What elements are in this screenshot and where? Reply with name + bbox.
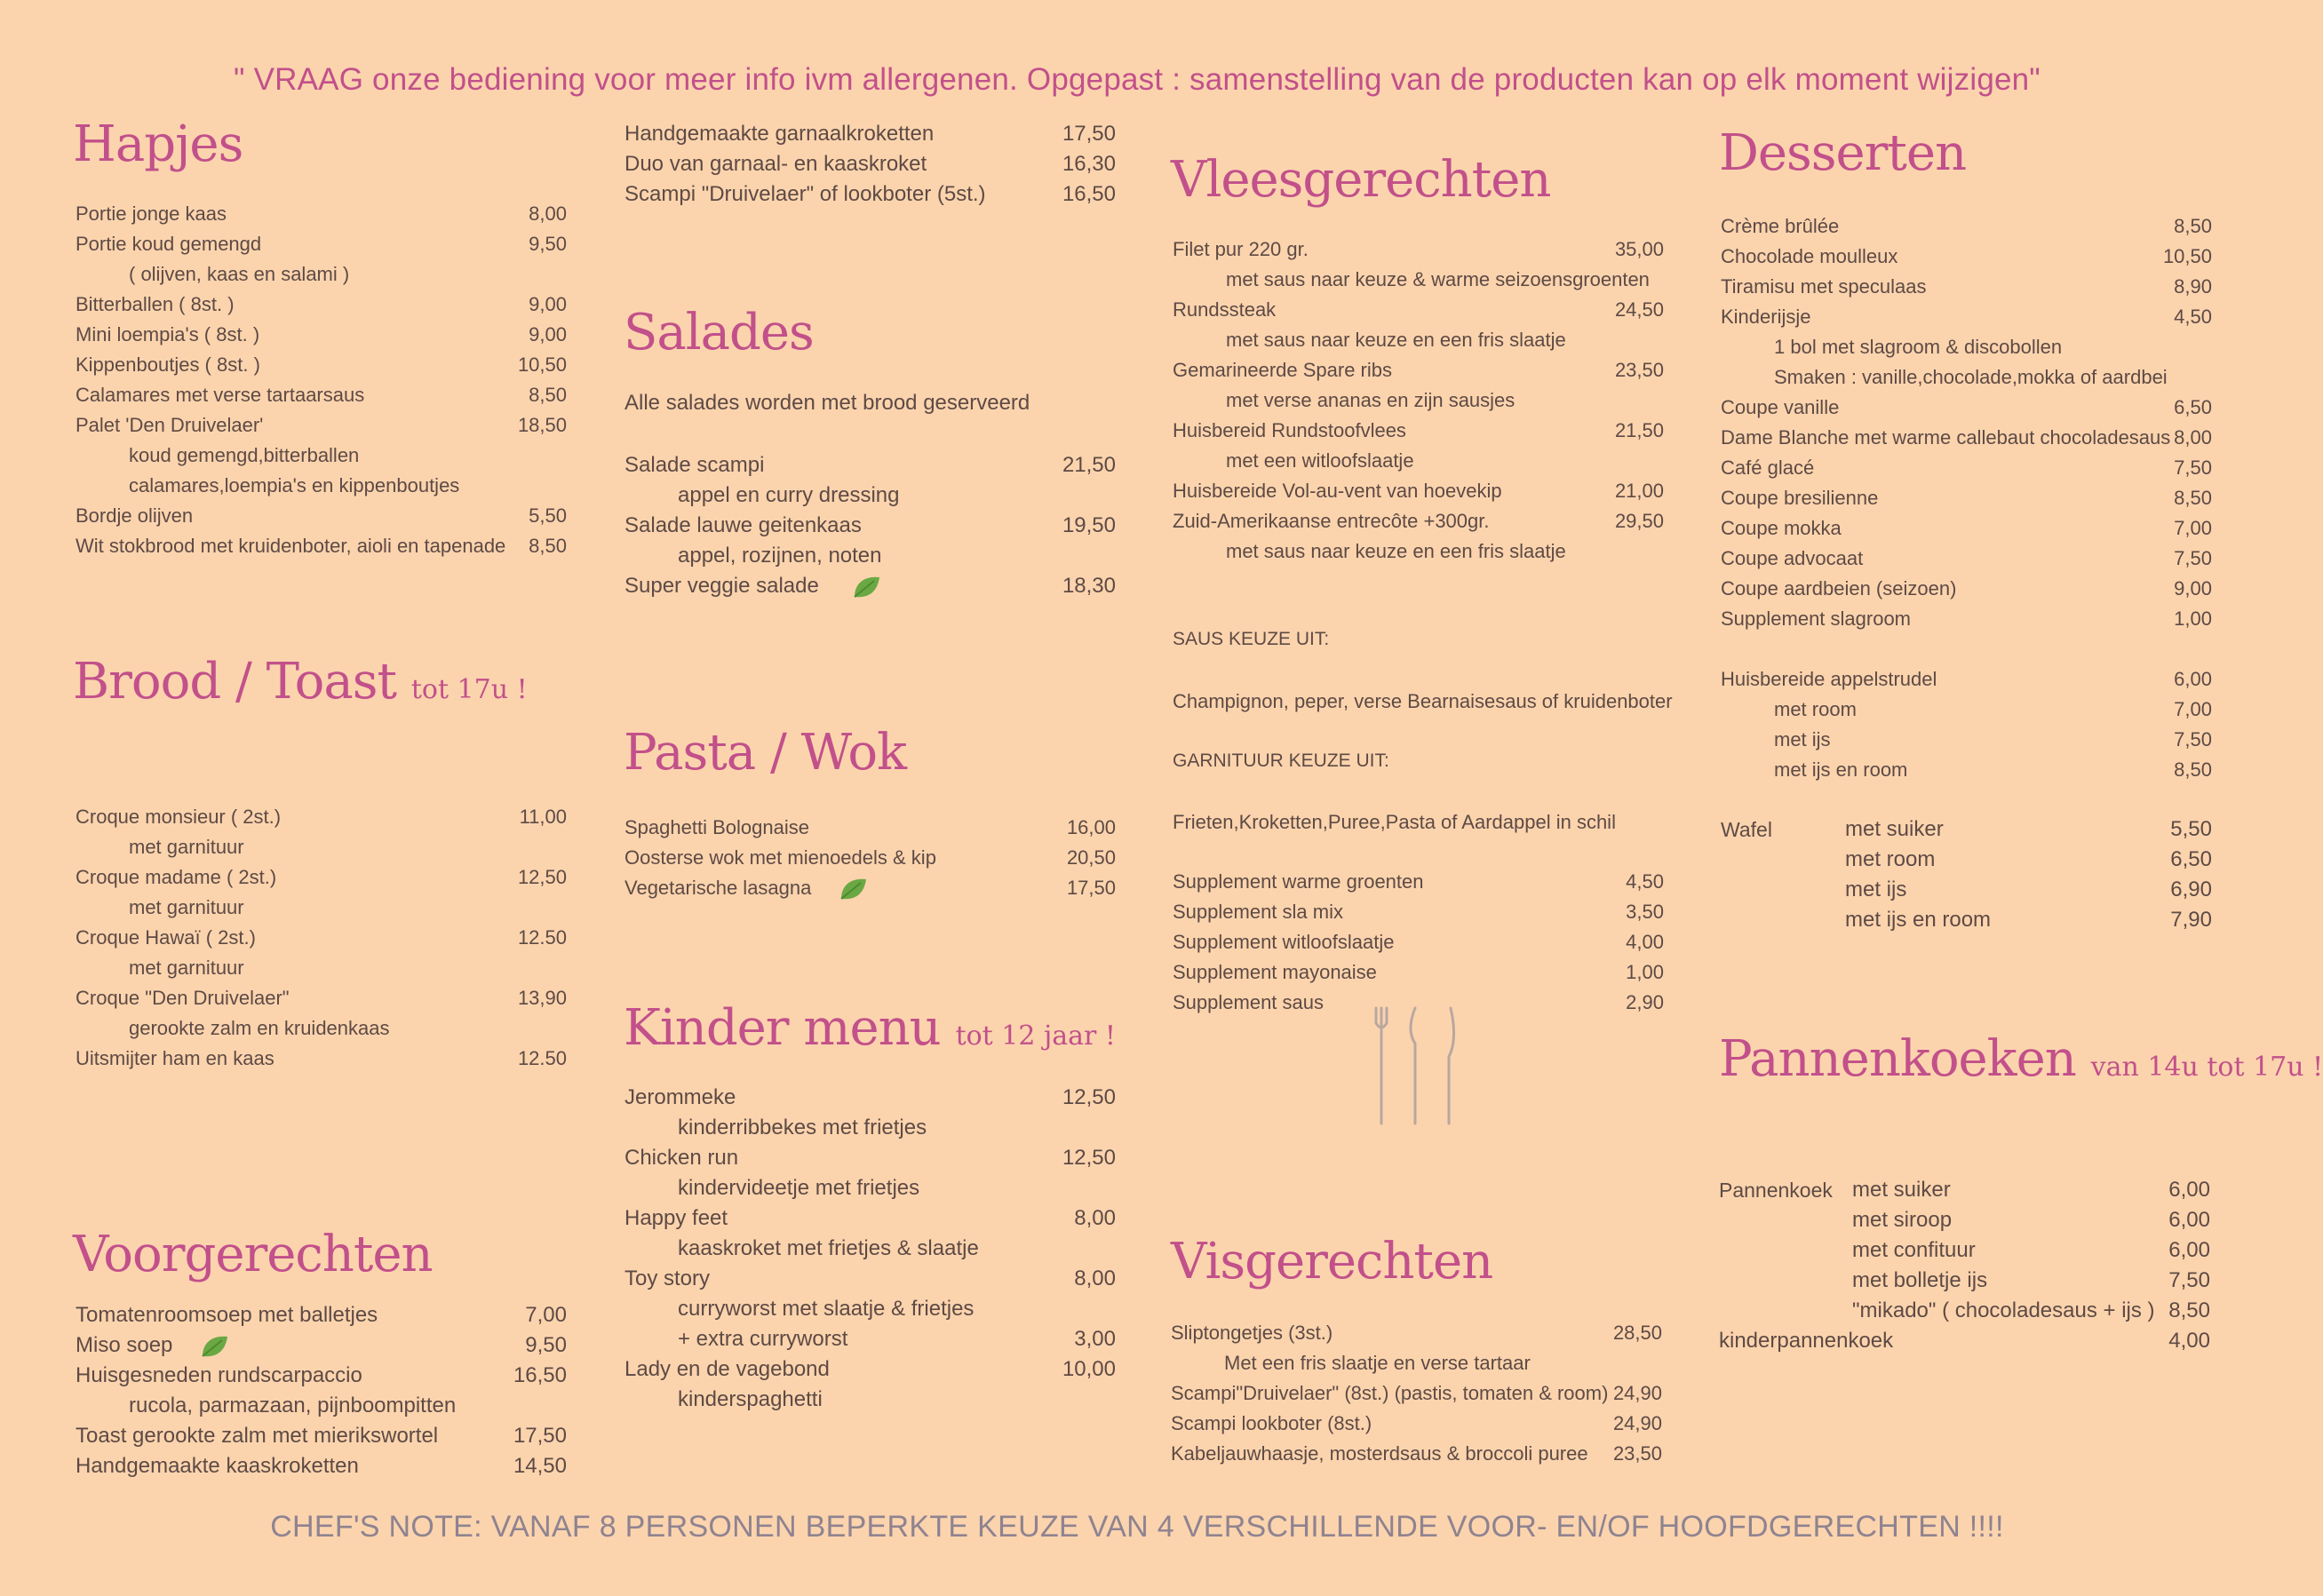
menu-item: Coupe mokka 7,00 [1721, 517, 2212, 539]
menu-item: Croque Hawaï ( 2st.) 12.50 [76, 926, 567, 949]
menu-item: Toast gerookte zalm met mierikswortel 17,50 [76, 1424, 567, 1448]
menu-item: Coupe advocaat 7,50 [1721, 547, 2212, 569]
menu-item: Scampi lookboter (8st.) 24,90 [1171, 1412, 1662, 1434]
list-pasta [625, 813, 1116, 903]
vegetarian-leaf-icon [851, 574, 883, 600]
list-desserten [1721, 211, 2212, 634]
garnituur-label: GARNITUUR KEUZE UIT: [1173, 750, 1389, 771]
menu-item: Rundssteak 24,50 [1173, 298, 1664, 321]
menu-item-desc: calamares,loempia's en kippenboutjes [129, 474, 460, 496]
heading-salades: Salades [624, 304, 814, 361]
menu-item: met room 6,50 [1845, 847, 2212, 871]
menu-item: Coupe bresilienne 8,50 [1721, 487, 2212, 509]
heading-vleesgerechten: Vleesgerechten [1171, 151, 1551, 209]
menu-item: met suiker 5,50 [1845, 817, 2212, 841]
menu-item: met ijs 7,50 [1774, 728, 2212, 750]
menu-item: Tiramisu met speculaas 8,90 [1721, 275, 2212, 298]
menu-item: Oosterse wok met mienoedels & kip 20,50 [625, 846, 1116, 869]
menu-item: Bordje olijven 5,50 [76, 504, 567, 527]
menu-item: Handgemaakte kaaskroketten 14,50 [76, 1454, 567, 1478]
menu-item: kinderpannenkoek 4,00 [1719, 1329, 2210, 1353]
menu-item: Café glacé 7,50 [1721, 457, 2212, 479]
menu-item: Huisbereid Rundstoofvlees 21,50 [1173, 419, 1664, 441]
menu-item-desc: ( olijven, kaas en salami ) [129, 263, 350, 285]
menu-item: Supplement mayonaise 1,00 [1173, 961, 1664, 983]
menu-item: met confituur 6,00 [1852, 1238, 2210, 1262]
cutlery-icon [1364, 1004, 1470, 1128]
allergen-notice: " VRAAG onze bediening voor meer info ivm allergenen. Opgepast : samenstelling van de producten kan op elk moment wijzigen" [234, 62, 2041, 97]
menu-item: Supplement sla mix 3,50 [1173, 901, 1664, 923]
list-salades [625, 450, 1116, 601]
heading-pannenkoeken: Pannenkoeken van 14u tot 17u ! [1719, 1030, 2323, 1088]
menu-item: Huisbereide appelstrudel 6,00 [1721, 668, 2212, 690]
menu-item: Happy feet 8,00 [625, 1206, 1116, 1230]
menu-item: Miso soep 9,50 [76, 1330, 567, 1361]
menu-item: Mini loempia's ( 8st. ) 9,00 [76, 323, 567, 345]
menu-item: Supplement witloofslaatje 4,00 [1173, 931, 1664, 953]
menu-item: Sliptongetjes (3st.) 28,50 [1171, 1322, 1662, 1344]
menu-item: met ijs 6,90 [1845, 877, 2212, 901]
menu-item: Toy story 8,00 [625, 1266, 1116, 1290]
menu-item-desc: koud gemengd,bitterballen [129, 444, 360, 466]
list-hapjes [76, 199, 567, 561]
list-brood [76, 802, 567, 1074]
menu-item: Supplement warme groenten 4,50 [1173, 870, 1664, 893]
menu-item: Kinderijsje 4,50 [1721, 306, 2212, 328]
menu-item-desc: 1 bol met slagroom & discobollen [1774, 336, 2063, 358]
menu-item: Kabeljauwhaasje, mosterdsaus & broccoli puree 23,50 [1171, 1442, 1662, 1465]
brood-subtitle: tot 17u ! [410, 674, 528, 705]
salades-note: Alle salades worden met brood geserveerd [625, 391, 1030, 415]
heading-hapjes: Hapjes [73, 115, 243, 173]
kinder-subtitle: tot 12 jaar ! [955, 1020, 1116, 1052]
menu-item: Supplement saus 2,90 [1173, 991, 1664, 1013]
menu-item: Super veggie salade 18,30 [625, 571, 1116, 601]
menu-item: Calamares met verse tartaarsaus 8,50 [76, 384, 567, 406]
list-visgerechten [1171, 1318, 1662, 1469]
list-supplements [1173, 867, 1664, 1018]
heading-pasta: Pasta / Wok [624, 724, 907, 782]
menu-item-desc: kindervideetje met frietjes [678, 1176, 920, 1200]
menu-item: Croque "Den Druivelaer" 13,90 [76, 987, 567, 1009]
menu-item: met siroop 6,00 [1852, 1208, 2210, 1232]
heading-kinder: Kinder menu tot 12 jaar ! [624, 999, 1116, 1057]
menu-item: Zuid-Amerikaanse entrecôte +300gr. 29,50 [1173, 510, 1664, 532]
menu-item: Scampi"Druivelaer" (8st.) (pastis, tomaten & room) 24,90 [1171, 1382, 1662, 1404]
garnituur-options: Frieten,Kroketten,Puree,Pasta of Aardappel in schil [1173, 811, 1616, 833]
vegetarian-leaf-icon [838, 876, 870, 902]
menu-item-desc: Smaken : vanille,chocolade,mokka of aardbei [1774, 366, 2168, 388]
menu-item: Tomatenroomsoep met balletjes 7,00 [76, 1303, 567, 1327]
menu-item: Salade lauwe geitenkaas 19,50 [625, 513, 1116, 537]
menu-item: Huisgesneden rundscarpaccio 16,50 [76, 1363, 567, 1387]
menu-item: met suiker 6,00 [1852, 1178, 2210, 1202]
list-voorgerechten [76, 1300, 567, 1481]
menu-item: Supplement slagroom 1,00 [1721, 607, 2212, 630]
menu-item: Scampi "Druivelaer" of lookboter (5st.) 16,50 [625, 182, 1116, 206]
menu-item: Croque monsieur ( 2st.) 11,00 [76, 806, 567, 828]
menu-item: Spaghetti Bolognaise 16,00 [625, 816, 1116, 838]
menu-item: Filet pur 220 gr. 35,00 [1173, 238, 1664, 260]
vegetarian-leaf-icon [199, 1333, 231, 1360]
menu-item: Vegetarische lasagna 17,50 [625, 873, 1116, 903]
heading-desserten: Desserten [1719, 124, 1967, 182]
menu-item: Uitsmijter ham en kaas 12.50 [76, 1047, 567, 1069]
menu-item-desc: met saus naar keuze en een fris slaatje [1226, 540, 1566, 562]
saus-label: SAUS KEUZE UIT: [1173, 629, 1330, 649]
menu-item: met ijs en room 8,50 [1774, 758, 2212, 781]
pannenkoek-label: Pannenkoek [1719, 1179, 1833, 1202]
heading-brood: Brood / Toast tot 17u ! [73, 653, 528, 711]
heading-visgerechten: Visgerechten [1171, 1233, 1493, 1290]
menu-item-desc: Met een fris slaatje en verse tartaar [1224, 1352, 1531, 1374]
menu-item-desc: appel en curry dressing [678, 483, 900, 507]
list-kinder [625, 1083, 1116, 1415]
list-pannenkoeken [1719, 1175, 2210, 1356]
menu-item-desc: appel, rozijnen, noten [678, 544, 882, 568]
menu-item: Kippenboutjes ( 8st. ) 10,50 [76, 353, 567, 376]
menu-item: Jerommeke 12,50 [625, 1085, 1116, 1109]
menu-item: met ijs en room 7,90 [1845, 908, 2212, 932]
menu-item: Lady en de vagebond 10,00 [625, 1357, 1116, 1381]
menu-item-desc: kaaskroket met frietjes & slaatje [678, 1236, 979, 1260]
menu-item-desc: gerookte zalm en kruidenkaas [129, 1017, 390, 1039]
menu-item-desc: met saus naar keuze & warme seizoensgroenten [1226, 268, 1650, 290]
menu-item: "mikado" ( chocoladesaus + ijs ) 8,50 [1852, 1298, 2210, 1322]
menu-item: Salade scampi 21,50 [625, 453, 1116, 477]
menu-item-desc: met saus naar keuze en een fris slaatje [1226, 329, 1566, 351]
chefs-note: CHEF'S NOTE: VANAF 8 PERSONEN BEPERKTE KEUZE VAN 4 VERSCHILLENDE VOOR- EN/OF HOOFDGERECHTEN !!!! [270, 1510, 2004, 1544]
menu-item-desc: curryworst met slaatje & frietjes [678, 1297, 975, 1321]
menu-item: met bolletje ijs 7,50 [1852, 1268, 2210, 1292]
menu-item-desc: met garnituur [129, 957, 244, 979]
menu-item: Coupe aardbeien (seizoen) 9,00 [1721, 577, 2212, 599]
heading-voorgerechten: Voorgerechten [73, 1226, 433, 1283]
menu-item: Crème brûlée 8,50 [1721, 215, 2212, 237]
list-appelstrudel [1721, 664, 2212, 785]
menu-item: Handgemaakte garnaalkroketten 17,50 [625, 122, 1116, 146]
wafel-label: Wafel [1721, 818, 1772, 841]
menu-item-desc: met verse ananas en zijn sausjes [1226, 389, 1516, 411]
menu-item: Portie jonge kaas 8,00 [76, 202, 567, 225]
menu-item: Palet 'Den Druivelaer' 18,50 [76, 414, 567, 436]
menu-item-desc: kinderribbekes met frietjes [678, 1116, 927, 1139]
menu-item-desc: met garnituur [129, 836, 244, 858]
menu-item: Wit stokbrood met kruidenboter, aioli en tapenade 8,50 [76, 535, 567, 557]
menu-item-desc: met een witloofslaatje [1226, 449, 1414, 472]
list-wafel [1721, 814, 2212, 935]
menu-item: Duo van garnaal- en kaaskroket 16,30 [625, 152, 1116, 176]
menu-item: met room 7,00 [1774, 698, 2212, 720]
menu-item-desc: rucola, parmazaan, pijnboompitten [129, 1394, 457, 1417]
menu-item: Coupe vanille 6,50 [1721, 396, 2212, 418]
menu-item: Chocolade moulleux 10,50 [1721, 245, 2212, 267]
list-kroketten [625, 119, 1116, 210]
menu-item: Gemarineerde Spare ribs 23,50 [1173, 359, 1664, 381]
menu-item: Croque madame ( 2st.) 12,50 [76, 866, 567, 888]
menu-item: Dame Blanche met warme callebaut chocoladesaus 8,00 [1721, 426, 2212, 449]
menu-item: Bitterballen ( 8st. ) 9,00 [76, 293, 567, 315]
pannenkoeken-subtitle: van 14u tot 17u ! [2090, 1052, 2323, 1083]
menu-item: Chicken run 12,50 [625, 1146, 1116, 1170]
list-vleesgerechten [1173, 234, 1664, 567]
menu-item: Portie koud gemengd 9,50 [76, 233, 567, 255]
menu-item-desc: met garnituur [129, 896, 244, 918]
saus-options: Champignon, peper, verse Bearnaisesaus of kruidenboter [1173, 690, 1673, 712]
menu-item: Huisbereide Vol-au-vent van hoevekip 21,00 [1173, 480, 1664, 502]
menu-item: + extra curryworst 3,00 [678, 1327, 1116, 1351]
menu-item-desc: kinderspaghetti [678, 1387, 823, 1411]
